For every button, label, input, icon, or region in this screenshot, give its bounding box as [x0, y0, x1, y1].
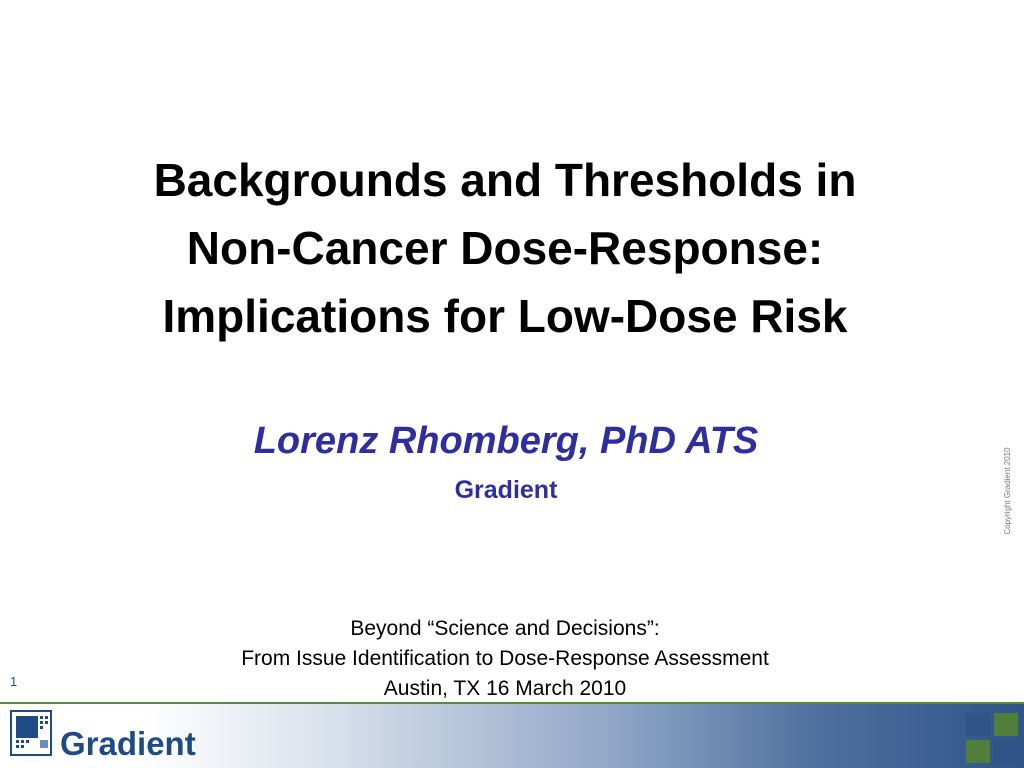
- conference-line-3: Austin, TX 16 March 2010: [383, 677, 627, 700]
- title-line-3: Implications for Low-Dose Risk: [162, 290, 848, 342]
- four-squares-icon: [966, 713, 1018, 763]
- conference-line-2: From Issue Identification to Dose-Response Assessment: [241, 647, 769, 670]
- page-number: 1: [10, 674, 18, 689]
- gradient-logo-icon: [10, 710, 52, 756]
- conference-info: [0, 614, 1010, 704]
- grid-square-bottom-right: [994, 740, 1018, 763]
- copyright-notice: Copyright Gradient 2010: [1003, 447, 1012, 535]
- author-name: Lorenz Rhomberg, PhD ATS: [253, 420, 759, 462]
- grid-square-bottom-left: [966, 740, 990, 763]
- grid-square-top-left: [966, 713, 990, 736]
- grid-square-top-right: [994, 713, 1018, 736]
- conference-line-1: Beyond “Science and Decisions”:: [350, 617, 660, 640]
- slide-title: [40, 146, 970, 350]
- author-organization: Gradient: [454, 476, 558, 504]
- title-line-2: Non-Cancer Dose-Response:: [186, 222, 824, 274]
- title-line-1: Backgrounds and Thresholds in: [153, 154, 857, 206]
- gradient-logo-text: Gradient: [60, 725, 196, 762]
